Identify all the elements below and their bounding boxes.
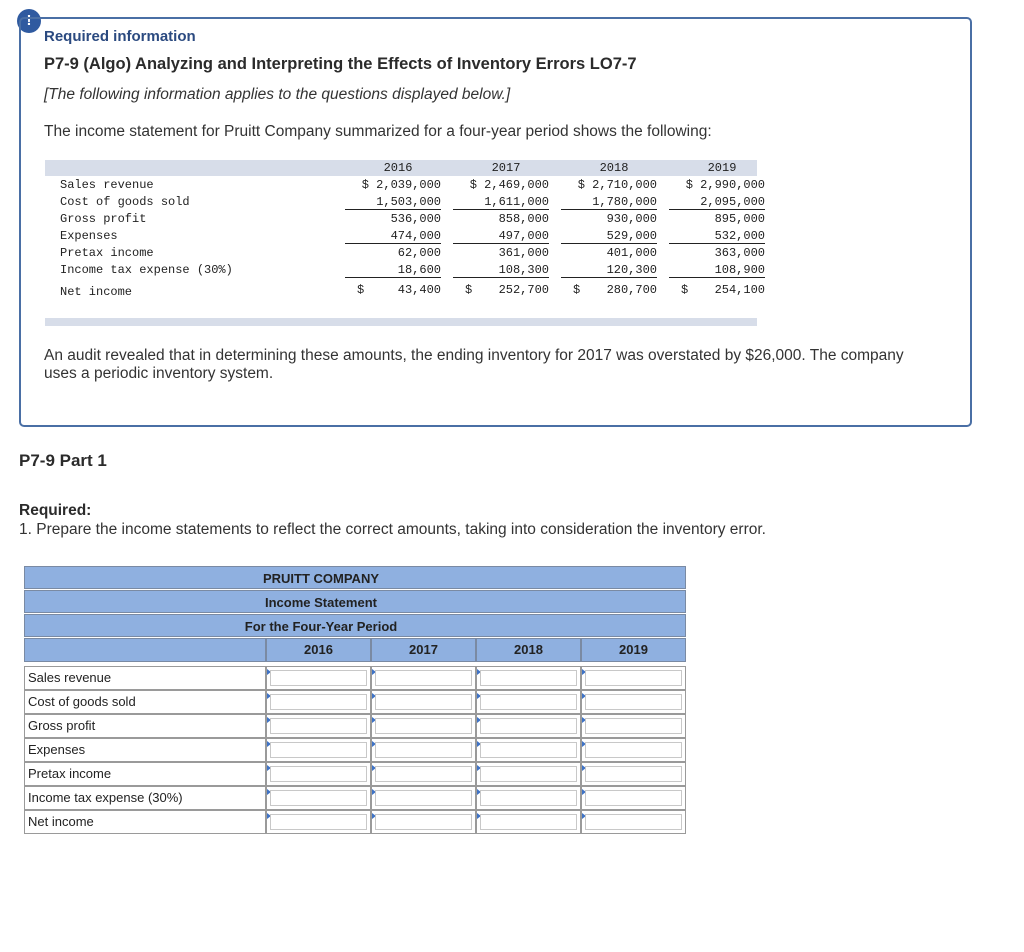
cell-value: 252,700 [498,283,549,297]
answer-cell [371,714,476,738]
cell-value: 532,000 [669,229,765,244]
answer-cell [476,666,581,690]
row-label: Expenses [60,229,118,243]
cogs-2018-input[interactable] [480,694,577,710]
sales-revenue-2017-input[interactable] [375,670,472,686]
year-header: 2017 [491,161,521,175]
row-label: Cost of goods sold [60,195,190,209]
given-row-net-income [45,278,765,300]
answer-row-label: Sales revenue [24,666,266,690]
cell-value: 43,400 [397,283,441,297]
net-income-2016-input[interactable] [270,814,367,830]
answer-row-label: Cost of goods sold [24,690,266,714]
intro-note: [The following information applies to the questions displayed below.] [44,86,511,103]
expenses-2016-input[interactable] [270,742,367,758]
cell-value: 62,000 [397,246,441,260]
cogs-2019-input[interactable] [585,694,682,710]
cell-value: 18,600 [345,263,441,278]
cell-value: 930,000 [606,212,657,226]
year-header: 2018 [599,161,629,175]
required-text: 1. Prepare the income statements to reflect the correct amounts, taking into consideration the inventory error. [19,521,766,538]
answer-cell [581,714,686,738]
net-income-2017-input[interactable] [375,814,472,830]
dollar-sign: $ [681,283,689,297]
dollar-sign: $ [465,283,473,297]
given-row-cost-of-goods-sold [45,193,765,210]
answer-cell [476,714,581,738]
answer-row-label: Net income [24,810,266,834]
cell-value: 529,000 [561,229,657,244]
gross-profit-2018-input[interactable] [480,718,577,734]
cell-value: 108,900 [669,263,765,278]
cell-value: 474,000 [345,229,441,244]
answer-cell [581,666,686,690]
cogs-2017-input[interactable] [375,694,472,710]
answer-cell [581,690,686,714]
answer-cell [581,738,686,762]
answer-row-label: Expenses [24,738,266,762]
statement-period: For the Four-Year Period [244,619,398,634]
given-row-expenses [45,227,765,244]
answer-cell [476,690,581,714]
income-tax-2017-input[interactable] [375,790,472,806]
answer-cell [581,810,686,834]
dollar-sign: $ [357,283,365,297]
expenses-2019-input[interactable] [585,742,682,758]
part-title: P7-9 Part 1 [19,451,107,470]
income-tax-2018-input[interactable] [480,790,577,806]
given-row-gross-profit [45,210,765,227]
gross-profit-2019-input[interactable] [585,718,682,734]
row-label: Pretax income [60,246,154,260]
cell-value: 120,300 [561,263,657,278]
year-column-header: 2017 [371,638,476,662]
label-column-header [24,638,266,662]
audit-text: An audit revealed that in determining these amounts, the ending inventory for 2017 was overstated by $26,000. The company uses a periodic inventory system. [44,347,904,382]
cell-value: 363,000 [714,246,765,260]
year-header: 2016 [383,161,413,175]
answer-cell [371,786,476,810]
row-label: Income tax expense (30%) [60,263,233,277]
expenses-2017-input[interactable] [375,742,472,758]
cell-value: $ 2,990,000 [685,178,765,192]
answer-cell [266,666,371,690]
answer-cell [266,762,371,786]
given-income-statement [45,160,765,326]
net-income-2019-input[interactable] [585,814,682,830]
given-row-income-tax [45,261,765,278]
pretax-income-2016-input[interactable] [270,766,367,782]
given-row-sales-revenue [45,176,765,193]
sales-revenue-2016-input[interactable] [270,670,367,686]
cell-value: 401,000 [606,246,657,260]
answer-cell [581,786,686,810]
net-income-2018-input[interactable] [480,814,577,830]
income-tax-2019-input[interactable] [585,790,682,806]
cell-value: 1,611,000 [453,195,549,210]
year-column-header: 2016 [266,638,371,662]
cell-value: $ 2,469,000 [469,178,549,192]
answer-cell [371,690,476,714]
given-table-header [45,160,757,176]
cell-value: 1,503,000 [345,195,441,210]
cell-value: $ 2,039,000 [361,178,441,192]
given-row-pretax-income [45,244,765,261]
pretax-income-2019-input[interactable] [585,766,682,782]
cell-value: 858,000 [498,212,549,226]
company-name: PRUITT COMPANY [262,571,380,586]
gross-profit-2017-input[interactable] [375,718,472,734]
answer-cell [371,666,476,690]
cell-value: 2,095,000 [669,195,765,210]
answer-cell [476,786,581,810]
answer-cell [266,690,371,714]
answer-cell [371,810,476,834]
cell-value: 254,100 [714,283,765,297]
cell-value: 280,700 [606,283,657,297]
answer-cell [476,738,581,762]
answer-cell [476,810,581,834]
answer-row-label: Income tax expense (30%) [24,786,266,810]
pretax-income-2017-input[interactable] [375,766,472,782]
answer-cell [266,714,371,738]
required-information-heading: Required information [44,28,196,45]
row-label: Net income [60,285,133,299]
answer-row-label: Pretax income [24,762,266,786]
row-label: Sales revenue [60,178,154,192]
income-tax-2016-input[interactable] [270,790,367,806]
answer-cell [266,810,371,834]
answer-cell [266,738,371,762]
row-label: Gross profit [60,212,147,226]
year-column-header: 2018 [476,638,581,662]
answer-cell [266,786,371,810]
cell-value: 497,000 [453,229,549,244]
cell-value: 536,000 [390,212,441,226]
statement-title-band [24,590,686,613]
required-heading: Required: [19,502,92,519]
cogs-2016-input[interactable] [270,694,367,710]
dollar-sign: $ [573,283,581,297]
alert-icon: ! [17,9,41,33]
year-header: 2019 [707,161,737,175]
cell-value: $ 2,710,000 [577,178,657,192]
cell-value: 108,300 [453,263,549,278]
pretax-income-2018-input[interactable] [480,766,577,782]
expenses-2018-input[interactable] [480,742,577,758]
answer-cell [476,762,581,786]
year-column-header: 2019 [581,638,686,662]
statement-title: Income Statement [265,595,377,610]
prompt-text: The income statement for Pruitt Company summarized for a four-year period shows the following: [44,123,712,140]
sales-revenue-2018-input[interactable] [480,670,577,686]
cell-value: 361,000 [498,246,549,260]
answer-cell [371,738,476,762]
answer-cell [371,762,476,786]
sales-revenue-2019-input[interactable] [585,670,682,686]
given-table-footer [45,318,757,326]
cell-value: 1,780,000 [561,195,657,210]
cell-value: 895,000 [714,212,765,226]
problem-title: P7-9 (Algo) Analyzing and Interpreting the Effects of Inventory Errors LO7-7 [44,55,637,73]
gross-profit-2016-input[interactable] [270,718,367,734]
period-band [24,614,686,637]
answer-row-label: Gross profit [24,714,266,738]
answer-cell [581,762,686,786]
company-name-band [24,566,686,589]
